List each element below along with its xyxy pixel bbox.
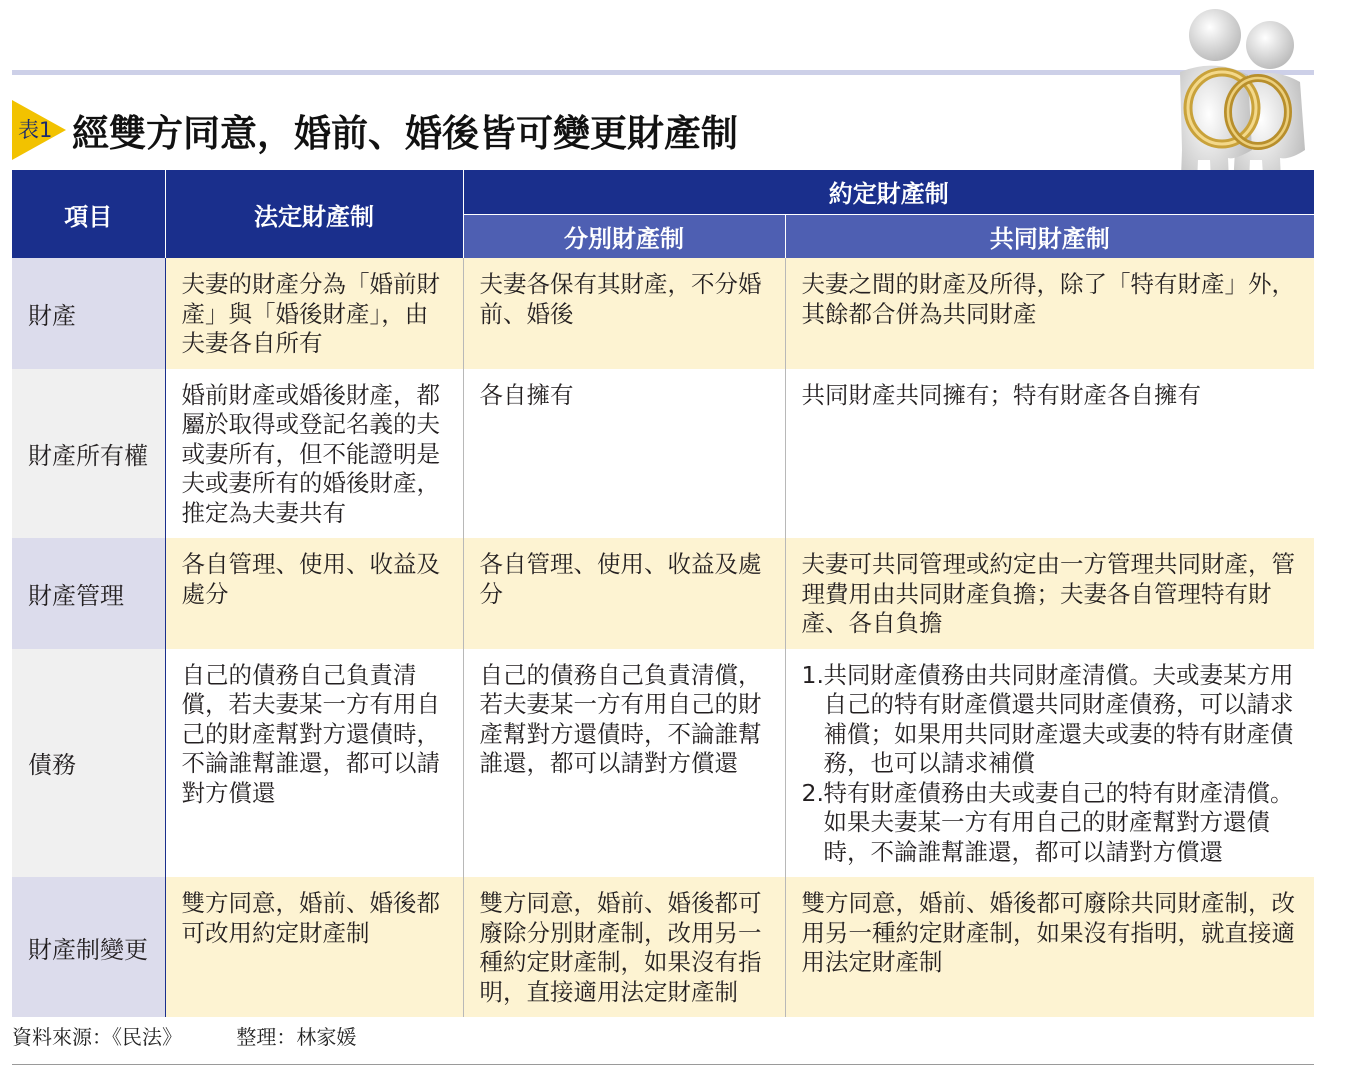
cell-community: 夫妻可共同管理或約定由一方管理共同財產，管理費用由共同財產負擔；夫妻各自管理特有財產、各自負擔 — [785, 538, 1314, 649]
header-community: 共同財產制 — [785, 214, 1314, 258]
top-divider — [12, 70, 1314, 75]
table-row — [12, 369, 1314, 539]
cell-statutory: 婚前財產或婚後財產，都屬於取得或登記名義的夫或妻所有，但不能證明是夫或妻所有的婚後財產，推定為夫妻共有 — [165, 369, 463, 539]
cell-separate: 各自管理、使用、收益及處分 — [463, 538, 785, 649]
title-tag-label: 表1 — [18, 118, 53, 142]
editor-credit: 整理：林家媛 — [236, 1025, 357, 1049]
list-item — [802, 779, 1301, 868]
table-row — [12, 258, 1314, 369]
header-item: 項目 — [12, 170, 165, 258]
cell-separate: 夫妻各保有其財產，不分婚前、婚後 — [463, 258, 785, 369]
cell-community: 夫妻之間的財產及所得，除了「特有財產」外，其餘都合併為共同財產 — [785, 258, 1314, 369]
row-label: 財產 — [12, 258, 165, 369]
list-item — [802, 661, 1301, 779]
cell-community: 雙方同意，婚前、婚後都可廢除共同財產制，改用另一種約定財產制，如果沒有指明，就直接適用法定財產制 — [785, 877, 1314, 1017]
list-number: 2. — [801, 778, 824, 807]
cell-separate: 各自擁有 — [463, 369, 785, 539]
row-label: 債務 — [12, 649, 165, 878]
header-agreed: 約定財產制 — [463, 170, 1314, 214]
list-text: 共同財產債務由共同財產清償。夫或妻某方用自己的特有財產償還共同財產債務，可以請求補償；如果用共同財產還夫或妻的特有財產債務，也可以請求補償 — [823, 660, 1294, 777]
cell-statutory: 雙方同意，婚前、婚後都可改用約定財產制 — [165, 877, 463, 1017]
row-label: 財產制變更 — [12, 877, 165, 1017]
cell-separate: 雙方同意，婚前、婚後都可廢除分別財產制，改用另一種約定財產制，如果沒有指明，直接適用法定財產制 — [463, 877, 785, 1017]
row-label: 財產所有權 — [12, 369, 165, 539]
cell-community: 共同財產共同擁有；特有財產各自擁有 — [785, 369, 1314, 539]
row-label: 財產管理 — [12, 538, 165, 649]
cell-statutory: 自己的債務自己負責清償，若夫妻某一方有用自己的財產幫對方還債時，不論誰幫誰還，都可以請對方償還 — [165, 649, 463, 878]
list-number: 1. — [801, 660, 824, 689]
cell-statutory: 各自管理、使用、收益及處分 — [165, 538, 463, 649]
source-citation: 資料來源：《民法》 — [12, 1025, 182, 1049]
cell-separate: 自己的債務自己負責清償，若夫妻某一方有用自己的財產幫對方還債時，不論誰幫誰還，都可以請對方償還 — [463, 649, 785, 878]
cell-statutory: 夫妻的財產分為「婚前財產」與「婚後財產」，由夫妻各自所有 — [165, 258, 463, 369]
page-title: 經雙方同意，婚前、婚後皆可變更財產制 — [72, 112, 738, 155]
table-row — [12, 538, 1314, 649]
source-note — [12, 1021, 404, 1050]
table-row — [12, 877, 1314, 1017]
header-separate: 分別財產制 — [463, 214, 785, 258]
bottom-divider — [12, 1064, 1314, 1065]
list-text: 特有財產債務由夫或妻自己的特有財產清償。如果夫妻某一方有用自己的財產幫對方還債時，不論誰幫誰還，都可以請對方償還 — [823, 778, 1294, 866]
header-statutory: 法定財產制 — [165, 170, 463, 258]
table-row — [12, 649, 1314, 878]
cell-community — [785, 649, 1314, 878]
property-regime-table — [12, 170, 1314, 1017]
